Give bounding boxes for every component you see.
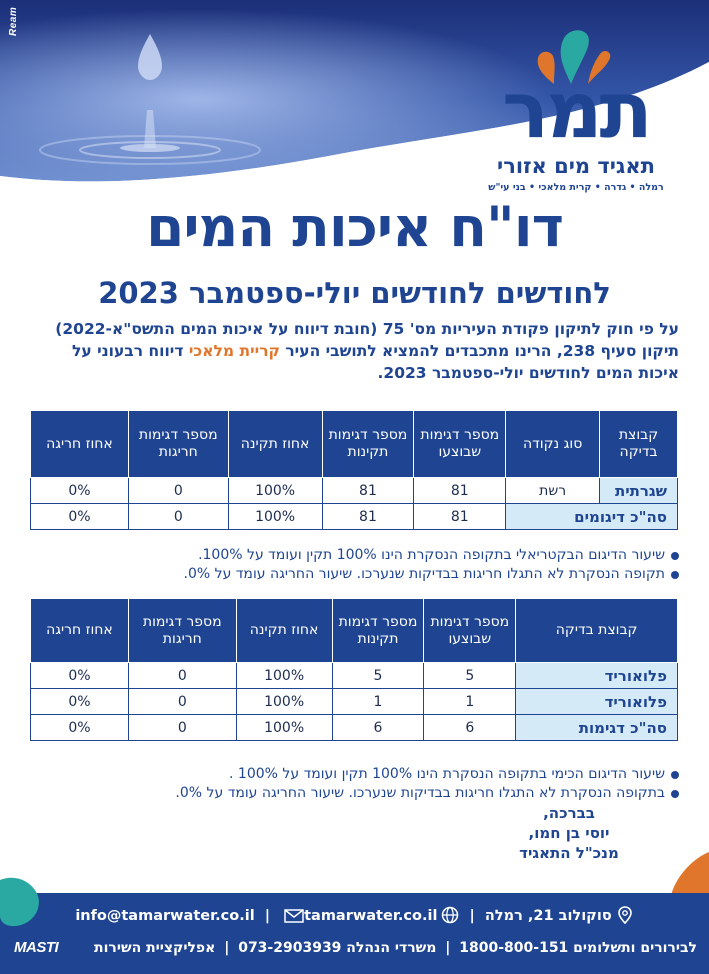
bacteriological-table bbox=[30, 410, 678, 530]
table-total-row bbox=[31, 715, 678, 741]
exceptions-cell: 0 bbox=[128, 478, 228, 504]
location-pin-icon bbox=[616, 906, 634, 924]
header-cell: קבוצת בדיקה bbox=[600, 411, 678, 478]
chemical-table bbox=[30, 598, 678, 741]
separator: | bbox=[445, 940, 451, 956]
table-row bbox=[31, 478, 678, 504]
total-label-cell: סה"כ דגימות bbox=[516, 715, 678, 741]
exception-pct-cell: 0% bbox=[31, 715, 129, 741]
header-cell: מספר דגימות חריגות bbox=[128, 411, 228, 478]
signature-name: יוסי בן חמו, bbox=[528, 824, 610, 842]
valid-pct-cell: 100% bbox=[228, 478, 322, 504]
header-cell: אחוז חריגה bbox=[31, 599, 129, 663]
footer-management: משרדי הנהלה 073-2903939 bbox=[238, 940, 437, 956]
exception-pct-cell: 0% bbox=[31, 663, 129, 689]
header-cell: מספר דגימות חריגות bbox=[128, 599, 236, 663]
valid-cell: 81 bbox=[322, 478, 414, 504]
signature-role: מנכ"ל התאגיד bbox=[519, 844, 619, 862]
valid-pct-cell: 100% bbox=[236, 715, 332, 741]
header-cell: קבוצת בדיקה bbox=[516, 599, 678, 663]
group-cell: שגרתית bbox=[600, 478, 678, 504]
valid-cell: 1 bbox=[332, 689, 424, 715]
intro-text-end: דיווח רבעוני על איכות המים לחודשים יולי-ספטמבר 2023. bbox=[71, 342, 679, 382]
page-title: דו"ח איכות המים bbox=[146, 195, 563, 259]
table-row bbox=[31, 689, 678, 715]
performed-cell: 6 bbox=[424, 715, 516, 741]
table-row bbox=[31, 663, 678, 689]
separator: | bbox=[224, 940, 230, 956]
teal-drop-icon bbox=[0, 872, 44, 932]
exceptions-cell: 0 bbox=[128, 504, 228, 530]
performed-cell: 81 bbox=[414, 504, 506, 530]
valid-pct-cell: 100% bbox=[236, 689, 332, 715]
exception-pct-cell: 0% bbox=[31, 689, 129, 715]
exceptions-cell: 0 bbox=[128, 689, 236, 715]
performed-cell: 1 bbox=[424, 689, 516, 715]
logo-wordmark: תמר bbox=[502, 66, 650, 156]
header-cell: אחוז חריגה bbox=[31, 411, 129, 478]
valid-cell: 5 bbox=[332, 663, 424, 689]
header-cell: אחוז תקינה bbox=[228, 411, 322, 478]
signature-block bbox=[469, 803, 669, 863]
valid-cell: 6 bbox=[332, 715, 424, 741]
envelope-icon bbox=[284, 908, 304, 924]
chemical-notes bbox=[30, 765, 679, 803]
exception-pct-cell: 0% bbox=[31, 504, 129, 530]
footer-email-link[interactable]: info@tamarwater.co.il bbox=[75, 908, 255, 924]
valid-pct-cell: 100% bbox=[236, 663, 332, 689]
footer-inquiries: לבירורים ותשלומים 1800-800-151 bbox=[459, 940, 697, 956]
intro-text: על פי חוק לתיקון פקודת העיריות מס' 75 (חובת דיווח על איכות המים התשס"א-2022) תיקון סעיף 238, הרינו מתכבדים להמציא לתושבי העיר bbox=[55, 320, 679, 360]
group-cell: פלואוריד bbox=[516, 689, 678, 715]
table-total-row bbox=[31, 504, 678, 530]
exceptions-cell: 0 bbox=[128, 715, 236, 741]
total-label-cell: סה"כ דיגומים bbox=[506, 504, 678, 530]
globe-icon bbox=[441, 906, 459, 924]
header-cell: מספר דגימות שבוצעו bbox=[424, 599, 516, 663]
separator: | bbox=[469, 908, 475, 924]
performed-cell: 81 bbox=[414, 478, 506, 504]
note-item: שיעור הדיגום הכימי בתקופה הנסקרת הינו 100% תקין ועומד על 100% . bbox=[30, 765, 679, 784]
header-cell: מספר דגימות תקינות bbox=[332, 599, 424, 663]
header-cell: מספר דגימות שבוצעו bbox=[414, 411, 506, 478]
footer-contact-line bbox=[60, 906, 649, 924]
footer-website-link[interactable]: tamarwater.co.il bbox=[304, 908, 438, 924]
page-subtitle: לחודשים לחודשים יולי-ספטמבר 2023 bbox=[98, 276, 611, 310]
logo-cities: רמלה • גדרה • קרית מלאכי • בני עי"ש bbox=[488, 182, 664, 193]
tamar-logo bbox=[471, 24, 681, 193]
header-cell: אחוז תקינה bbox=[236, 599, 332, 663]
footer-app: אפליקציית השירות bbox=[94, 940, 216, 956]
valid-pct-cell: 100% bbox=[228, 504, 322, 530]
header-cell: סוג נקודה bbox=[506, 411, 600, 478]
bacteriological-notes bbox=[30, 546, 679, 584]
app-brand-logo[interactable]: MASTI bbox=[14, 939, 59, 956]
note-item: שיעור הדיגום הבקטריאלי בתקופה הנסקרת הינו 100% תקין ועומד על 100%. bbox=[30, 546, 679, 565]
intro-paragraph bbox=[30, 318, 679, 384]
valid-cell: 81 bbox=[322, 504, 414, 530]
logo-subtitle: תאגיד מים אזורי bbox=[497, 154, 655, 178]
note-item: בתקופה הנסקרת לא התגלו חריגות בבדיקות שנערכו. שיעור החריגה עומד על 0%. bbox=[30, 784, 679, 803]
performed-cell: 5 bbox=[424, 663, 516, 689]
vertical-brand-mark: Ream bbox=[8, 6, 19, 36]
footer-phone-line bbox=[60, 940, 697, 956]
group-cell: פלואוריד bbox=[516, 663, 678, 689]
table-header-row bbox=[31, 599, 678, 663]
signature-greeting: בברכה, bbox=[543, 804, 595, 822]
footer-address: סוקולוב 21, רמלה bbox=[484, 908, 612, 924]
exception-pct-cell: 0% bbox=[31, 478, 129, 504]
note-item: תקופה הנסקרת לא התגלו חריגות בבדיקות שנערכו. שיעור החריגה עומד על 0%. bbox=[30, 565, 679, 584]
separator: | bbox=[264, 908, 271, 924]
header-cell: מספר דגימות תקינות bbox=[322, 411, 414, 478]
table-header-row bbox=[31, 411, 678, 478]
exceptions-cell: 0 bbox=[128, 663, 236, 689]
intro-city: קריית מלאכי bbox=[188, 342, 280, 360]
point-type-cell: רשת bbox=[506, 478, 600, 504]
